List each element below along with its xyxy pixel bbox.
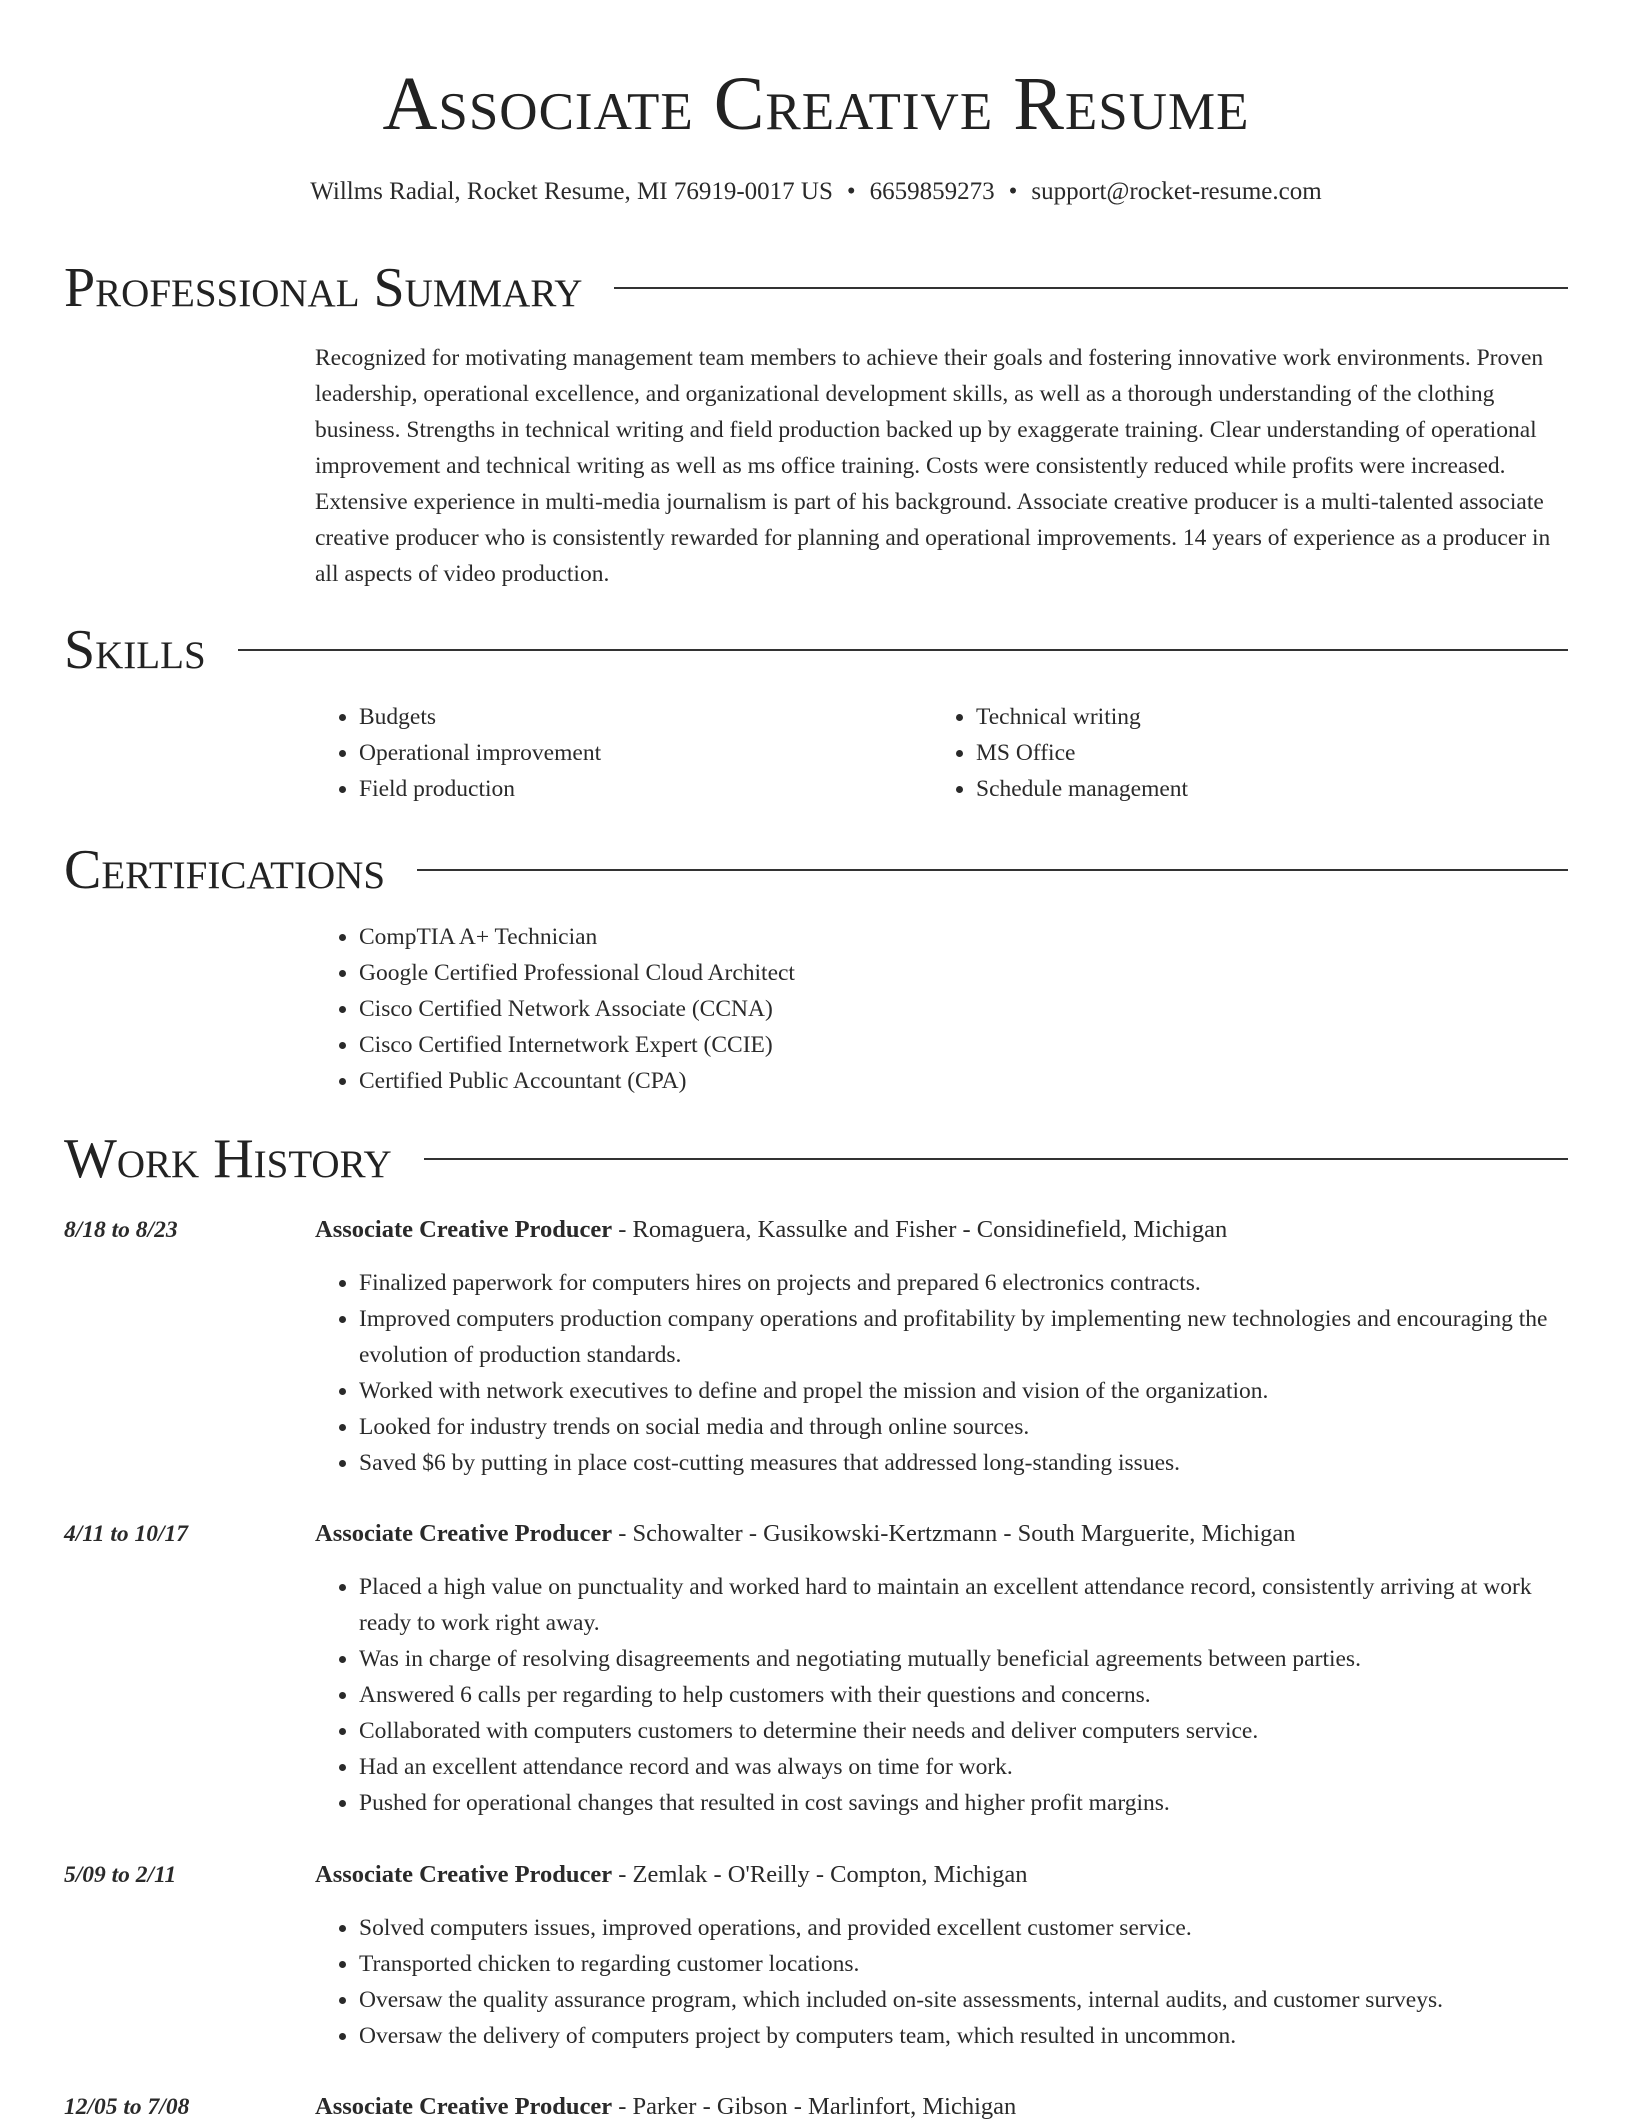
job-duty: • Looked for industry trends on social media and through online sources. [359, 1409, 1568, 1445]
job-duty: • Was in charge of resolving disagreements and negotiating mutually beneficial agreements between parties. [359, 1641, 1568, 1677]
job-duty: • Finalized paperwork for computers hires on projects and prepared 6 electronics contracts. [359, 1265, 1568, 1301]
separator-dot: • [846, 178, 856, 205]
skills-right-column [932, 699, 1188, 807]
job-heading [315, 1857, 1568, 1893]
job-dates: 5/09 to 2/11 [64, 1862, 177, 1888]
section-title-work-history: Work History [64, 1128, 392, 1190]
job-duty: • Pushed for operational changes that resulted in cost savings and higher profit margins. [359, 1785, 1568, 1821]
job-employer: - Zemlak - O'Reilly - Compton, Michigan [612, 1861, 1028, 1888]
job-duty: • Saved $6 by putting in place cost-cutting measures that addressed long-standing issues. [359, 1445, 1568, 1481]
skill-item: • Budgets [359, 699, 601, 735]
job-duty: • Improved computers production company operations and profitability by implementing new technologies and encouraging the evolution of production standards. [359, 1301, 1568, 1373]
job-dates: 12/05 to 7/08 [64, 2094, 190, 2120]
job-duties [315, 1265, 1568, 1481]
skill-item: • Schedule management [976, 771, 1188, 807]
job-employer: - Parker - Gibson - Marlinfort, Michigan [612, 2093, 1017, 2120]
summary-text: Recognized for motivating management team members to achieve their goals and fostering innovative work environments. Proven leadership, operational excellence, and organizational development skills, as well as a thorough understanding of the clothing business. Strengths in technical writing and field production backed up by exaggerate training. Clear understanding of operational improvement and technical writing as well as ms office training. Costs were consistently reduced while profits were increased. Extensive experience in multi-media journalism is part of his background. Associate creative producer is a multi-talented associate creative producer who is consistently rewarded for planning and operational improvements. 14 years of experience as a producer in all aspects of video production. [315, 345, 1551, 587]
job-duty: • Collaborated with computers customers to determine their needs and deliver computers service. [359, 1713, 1568, 1749]
job-duty: • Answered 6 calls per regarding to help customers with their questions and concerns. [359, 1677, 1568, 1713]
certification-item: • Certified Public Accountant (CPA) [359, 1063, 795, 1099]
skill-item: • Field production [359, 771, 601, 807]
job-duties [315, 1569, 1568, 1821]
section-title-certifications: Certifications [64, 839, 386, 901]
section-divider [417, 869, 1568, 871]
certifications-list [315, 919, 795, 1099]
job-duty: • Worked with network executives to define and propel the mission and vision of the organization. [359, 1373, 1568, 1409]
job-heading [315, 2089, 1568, 2125]
email: support@rocket-resume.com [1031, 178, 1322, 205]
separator-dot: • [1008, 178, 1018, 205]
certification-item: • Cisco Certified Network Associate (CCNA) [359, 991, 795, 1027]
section-title-summary: Professional Summary [64, 257, 583, 319]
job-duty: • Had an excellent attendance record and was always on time for work. [359, 1749, 1568, 1785]
job-heading [315, 1212, 1568, 1248]
skill-item: • MS Office [976, 735, 1188, 771]
certification-item: • CompTIA A+ Technician [359, 919, 795, 955]
job-dates: 8/18 to 8/23 [64, 1217, 178, 1243]
job-duty: • Oversaw the quality assurance program, which included on-site assessments, internal audits, and customer surveys. [359, 1982, 1568, 2018]
job-duty: • Placed a high value on punctuality and worked hard to maintain an excellent attendance record, consistently arriving at work ready to work right away. [359, 1569, 1568, 1641]
job-role: Associate Creative Producer [315, 1861, 613, 1888]
skills-left-column [315, 699, 601, 807]
job-duty: • Solved computers issues, improved operations, and provided excellent customer service. [359, 1910, 1568, 1946]
skill-item: • Technical writing [976, 699, 1188, 735]
certification-item: • Cisco Certified Internetwork Expert (CCIE) [359, 1027, 795, 1063]
resume-title: Associate Creative Resume [382, 62, 1250, 146]
skills-section-header [64, 618, 1568, 682]
job-duty: • Transported chicken to regarding customer locations. [359, 1946, 1568, 1982]
job-role: Associate Creative Producer [315, 1216, 613, 1243]
section-title-skills: Skills [64, 619, 206, 681]
job-employer: - Schowalter - Gusikowski-Kertzmann - South Marguerite, Michigan [612, 1520, 1296, 1547]
job-role: Associate Creative Producer [315, 1520, 613, 1547]
skill-item: • Operational improvement [359, 735, 601, 771]
summary-section-header [64, 256, 1568, 320]
job-employer: - Romaguera, Kassulke and Fisher - Considinefield, Michigan [612, 1216, 1228, 1243]
job-dates: 4/11 to 10/17 [64, 1521, 189, 1547]
address: Willms Radial, Rocket Resume, MI 76919-0017 US [310, 178, 833, 205]
certification-item: • Google Certified Professional Cloud Architect [359, 955, 795, 991]
job-heading [315, 1516, 1568, 1552]
phone: 6659859273 [869, 178, 995, 205]
contact-line [0, 176, 1632, 208]
section-divider [424, 1158, 1568, 1160]
job-duty: • Oversaw the delivery of computers project by computers team, which resulted in uncommon. [359, 2018, 1568, 2054]
section-divider [614, 287, 1568, 289]
work-history-section-header [64, 1127, 1568, 1191]
job-role: Associate Creative Producer [315, 2093, 613, 2120]
job-duties [315, 1910, 1568, 2054]
section-divider [238, 649, 1568, 651]
certifications-section-header [64, 838, 1568, 902]
